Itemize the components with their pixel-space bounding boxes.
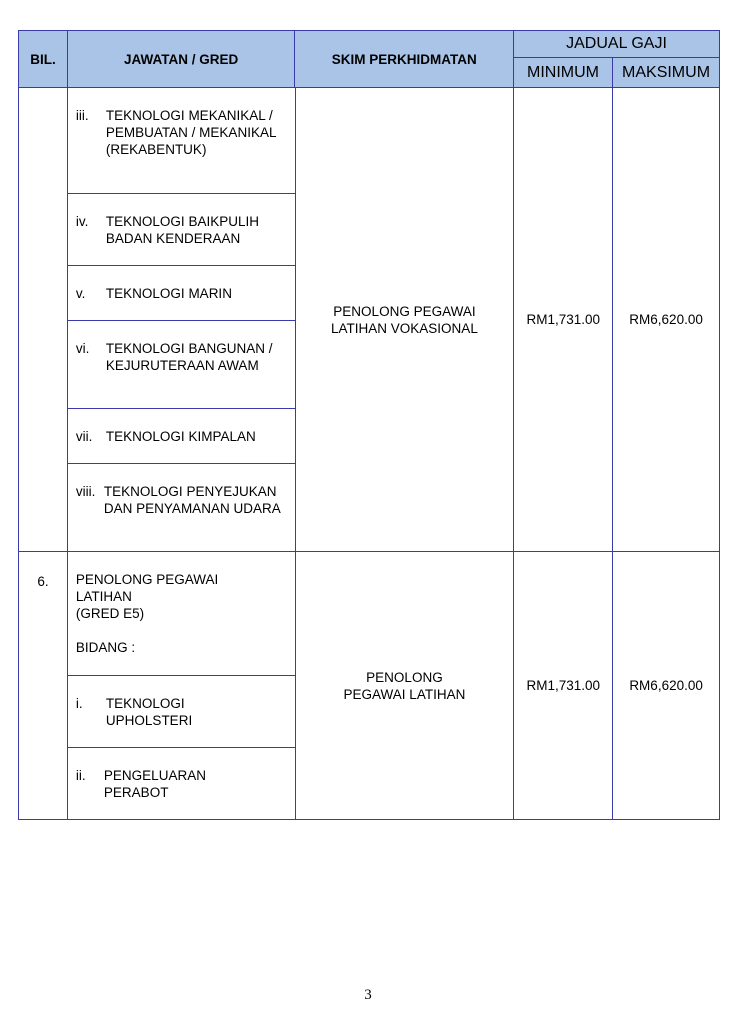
list-item: [68, 321, 295, 409]
header-jadual-gaji-group: [514, 31, 720, 88]
bidang-label: BIDANG :: [75, 640, 136, 655]
item-number: v.: [75, 286, 86, 301]
header-bil: BIL.: [19, 31, 68, 88]
minimum-cell: RM1,731.00: [514, 88, 613, 552]
post-title-block: [68, 552, 295, 676]
list-item: [68, 409, 295, 464]
list-item: [68, 464, 295, 551]
item-text: TEKNOLOGI BANGUNAN / KEJURUTERAAN AWAM: [105, 341, 273, 373]
item-text: TEKNOLOGI MARIN: [105, 286, 232, 301]
item-number: iv.: [75, 214, 89, 229]
row-bil: 6.: [19, 552, 68, 820]
item-number: vii.: [75, 429, 93, 444]
skim-cell: PENOLONG PEGAWAI LATIHAN VOKASIONAL: [296, 88, 515, 552]
table-header: [18, 30, 720, 88]
item-text: TEKNOLOGI PENYEJUKAN DAN PENYAMANAN UDARA: [103, 484, 281, 516]
list-item: [68, 266, 295, 321]
table-row: [18, 552, 720, 820]
item-text: PENGELUARAN PERABOT: [103, 768, 206, 800]
list-item: [68, 748, 295, 819]
table-row: [18, 88, 720, 552]
header-maksimum: MAKSIMUM: [613, 58, 720, 87]
item-number: i.: [75, 696, 83, 711]
header-jadual-gaji: JADUAL GAJI: [514, 31, 720, 58]
item-text: TEKNOLOGI KIMPALAN: [105, 429, 256, 444]
item-number: vi.: [75, 341, 90, 356]
item-number: iii.: [75, 108, 89, 123]
list-item: [68, 88, 295, 194]
list-item: [68, 194, 295, 266]
item-text: TEKNOLOGI UPHOLSTERI: [105, 696, 193, 728]
page-number: 3: [364, 987, 372, 1003]
maksimum-cell: RM6,620.00: [613, 552, 720, 820]
post-title: PENOLONG PEGAWAI LATIHAN: [75, 572, 219, 604]
header-skim: SKIM PERKHIDMATAN: [295, 31, 514, 88]
item-number: viii.: [75, 484, 96, 499]
list-item: [68, 676, 295, 748]
skim-cell: PENOLONG PEGAWAI LATIHAN: [296, 552, 515, 820]
item-number: ii.: [75, 768, 86, 783]
header-minimum: MINIMUM: [514, 58, 613, 87]
maksimum-cell: RM6,620.00: [613, 88, 720, 552]
row-bil: [19, 88, 68, 552]
jawatan-cell: [68, 88, 296, 552]
post-grade: (GRED E5): [75, 606, 145, 621]
salary-table: [18, 30, 720, 820]
jawatan-cell: [68, 552, 296, 820]
header-jawatan: JAWATAN / GRED: [68, 31, 296, 88]
item-text: TEKNOLOGI MEKANIKAL / PEMBUATAN / MEKANIKAL (REKABENTUK): [105, 108, 276, 157]
minimum-cell: RM1,731.00: [514, 552, 613, 820]
item-text: TEKNOLOGI BAIKPULIH BADAN KENDERAAN: [105, 214, 259, 246]
